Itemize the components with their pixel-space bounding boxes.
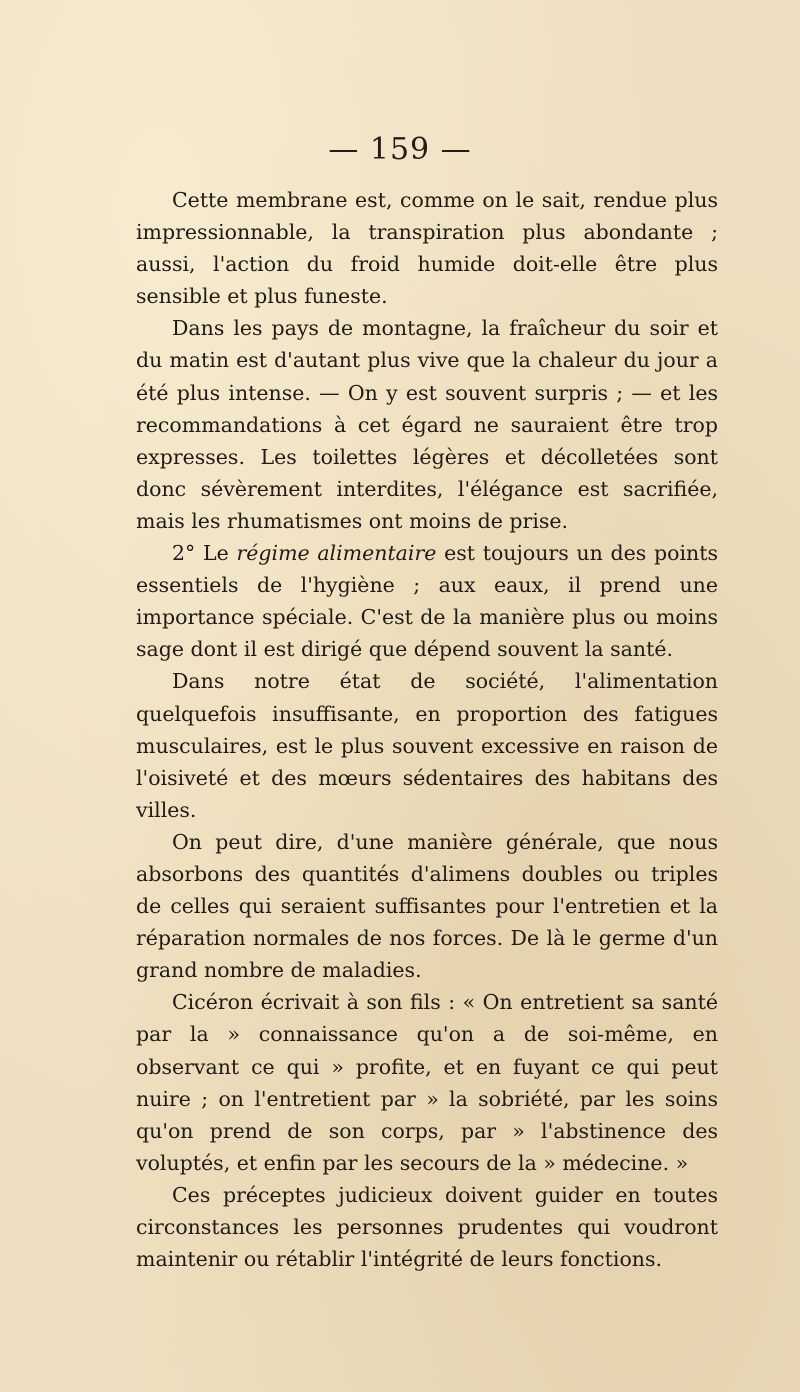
paragraph-1: Cette membrane est, comme on le sait, rendue plus impressionnable, la transpiration plus abondante ; aussi, l'action du froid humide doit-elle être plus sensible et plus funeste.: [136, 188, 718, 309]
paragraph-5: On peut dire, d'une manière générale, que nous absorbons des quantités d'alimens doubles ou triples de celles qui seraient suffisantes pour l'entretien et la réparation normales de nos forces. De là le germe d'un grand nombre de maladies.: [136, 829, 718, 983]
paragraph-3: [136, 537, 718, 665]
paragraph-2: Dans les pays de montagne, la fraîcheur du soir et du matin est d'autant plus vive que la chaleur du jour a été plus intense. — On y est souvent surpris ; — et les recommandations à cet égard ne sauraient être trop expresses. Les toilettes légères et décolletées sont donc sévèrement interdites, l'élégance est sacrifiée, mais les rhumatismes ont moins de prise.: [136, 316, 718, 533]
page-number: — 159 —: [328, 132, 472, 167]
paragraph-7: Ces préceptes judicieux doivent guider en toutes circonstances les personnes prudentes qui voudront maintenir ou rétablir l'intégrité de leurs fonctions.: [136, 1182, 718, 1272]
paragraph-3-suffix: est toujours un des points essentiels de l'hygiène ; aux eaux, il prend une importance spéciale. C'est de la manière plus ou moins sage dont il est dirigé que dépend souvent la santé.: [136, 541, 718, 662]
paragraph-4: Dans notre état de société, l'alimentation quelquefois insuffisante, en proportion des fatigues musculaires, est le plus souvent excessive en raison de l'oisiveté et des mœurs sédentaires des habitans des villes.: [136, 669, 718, 822]
body-text: [136, 184, 718, 1275]
paragraph-3-prefix: 2° Le: [172, 541, 237, 566]
paragraph-3-italic: régime alimentaire: [236, 541, 437, 566]
paragraph-6-quote: Cicéron écrivait à son fils : « On entretient sa santé par la » connaissance qu'on a de soi-même, en observant ce qui » profite, et en fuyant ce qui peut nuire ; on l'entretient par » la sobriété, par les soins qu'on prend de son corps, par » l'abstinence des voluptés, et enfin par les secours de la » médecine. »: [136, 990, 718, 1175]
